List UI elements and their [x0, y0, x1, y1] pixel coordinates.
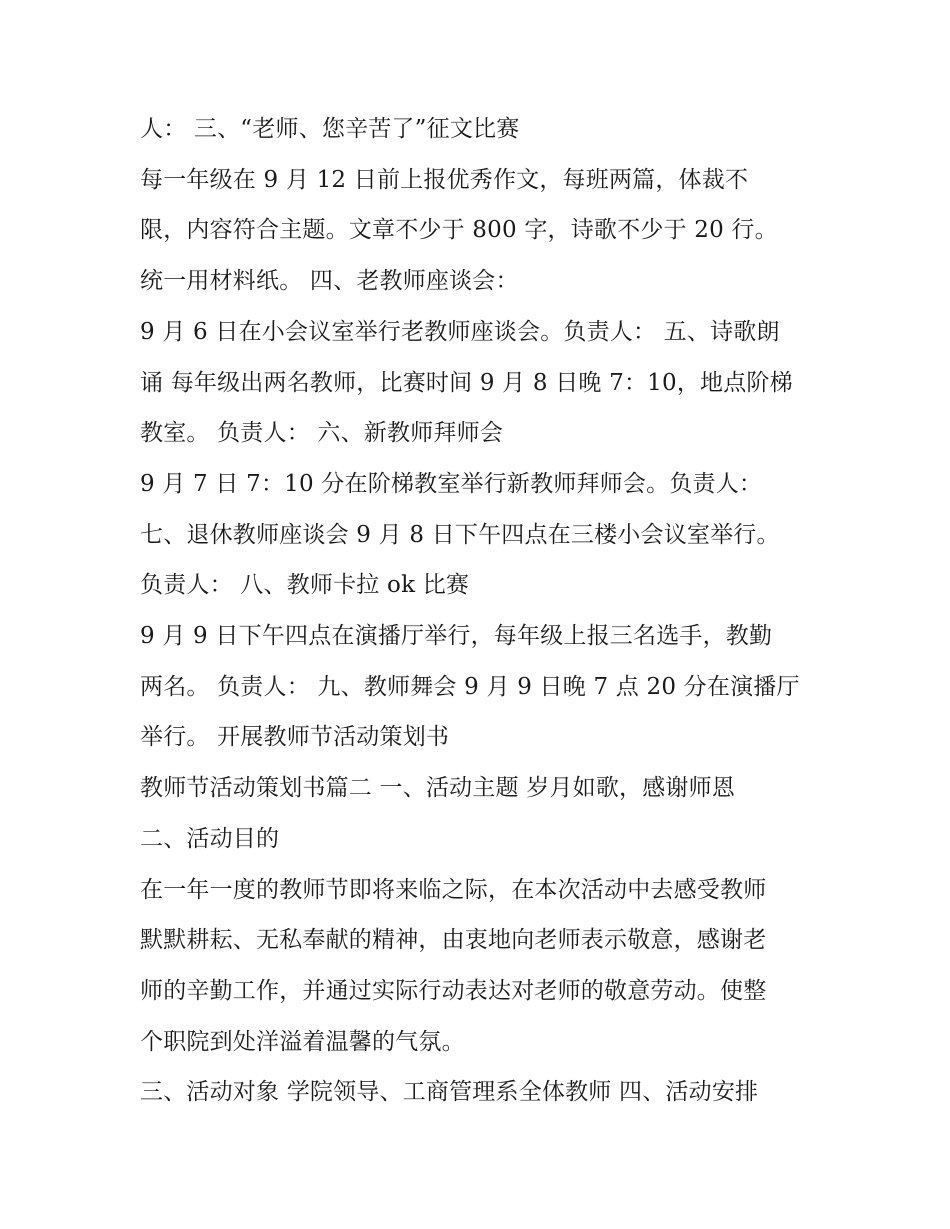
text-line: 限，内容符合主题。文章不少于 800 字，诗歌不少于 20 行。 [140, 217, 778, 243]
text-line: 默默耕耘、无私奉献的精神，由衷地向老师表示敬意，感谢老 [140, 927, 767, 953]
text-line: 人： 三、“老师、您辛苦了”征文比赛 [140, 116, 520, 142]
text-line: 9 月 6 日在小会议室举行老教师座谈会。负责人： 五、诗歌朗 [140, 319, 780, 345]
text-line: 两名。 负责人： 九、教师舞会 9 月 9 日晚 7 点 20 分在演播厅 [140, 674, 800, 700]
text-line: 负责人： 八、教师卡拉 ok 比赛 [140, 572, 470, 598]
text-line: 每一年级在 9 月 12 日前上报优秀作文，每班两篇，体裁不 [140, 167, 749, 193]
text-line: 9 月 7 日 7：10 分在阶梯教室举行新教师拜师会。负责人： [140, 471, 763, 497]
text-line: 举行。 开展教师节活动策划书 [140, 724, 450, 750]
text-line: 个职院到处洋溢着温馨的气氛。 [140, 1029, 465, 1055]
text-line: 教室。 负责人： 六、新教师拜师会 [140, 420, 504, 446]
text-line: 三、活动对象 学院领导、工商管理系全体教师 四、活动安排 [140, 1079, 759, 1105]
text-line: 在一年一度的教师节即将来临之际，在本次活动中去感受教师 [140, 877, 767, 903]
text-line: 诵 每年级出两名教师，比赛时间 9 月 8 日晚 7：10，地点阶梯 [140, 370, 793, 396]
text-line: 七、退休教师座谈会 9 月 8 日下午四点在三楼小会议室举行。 [140, 522, 780, 548]
text-line: 9 月 9 日下午四点在演播厅举行，每年级上报三名选手，教勤 [140, 623, 773, 649]
text-line: 师的辛勤工作，并通过实际行动表达对老师的敬意劳动。使整 [140, 978, 767, 1004]
text-line: 二、活动目的 [140, 826, 280, 852]
text-line: 统一用材料纸。 四、老教师座谈会： [140, 268, 519, 294]
text-line: 教师节活动策划书篇二 一、活动主题 岁月如歌，感谢师恩 [140, 775, 736, 801]
